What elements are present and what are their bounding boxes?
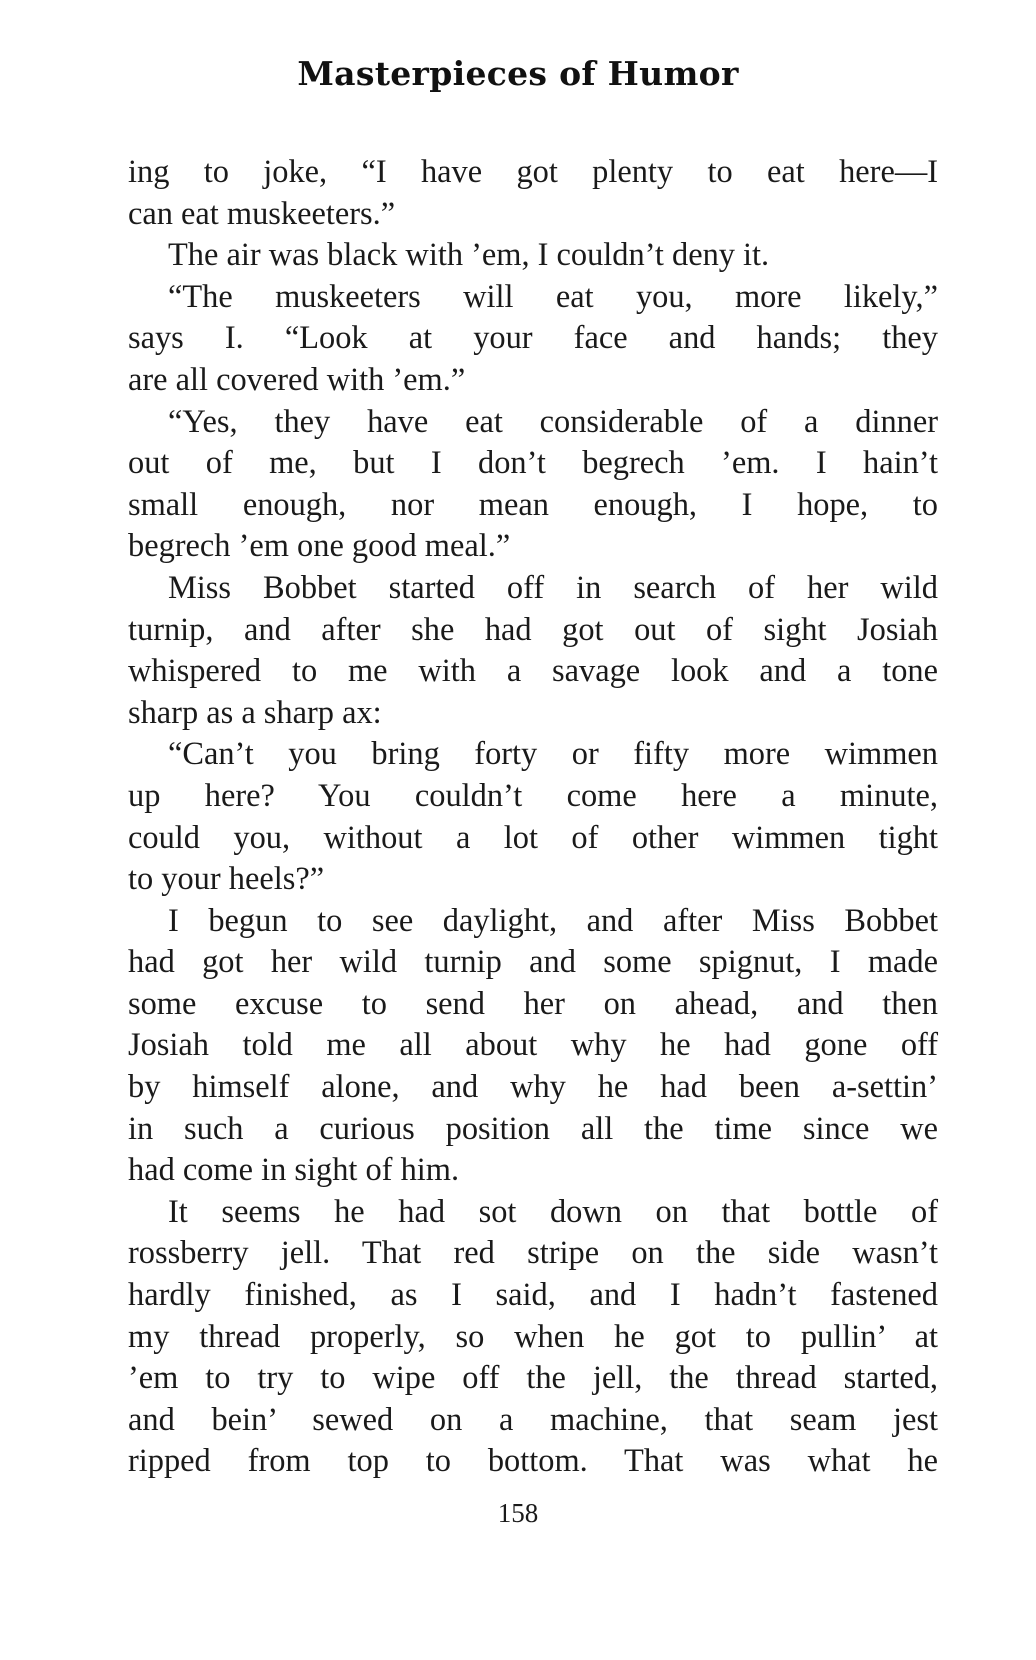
- text-line: some excuse to send her on ahead, and then: [128, 985, 938, 1022]
- text-line: The air was black with ’em, I couldn’t deny it.: [168, 237, 770, 274]
- text-line: whispered to me with a savage look and a tone: [128, 653, 938, 690]
- text-line: Josiah told me all about why he had gone off: [128, 1027, 938, 1064]
- text-line: sharp as a sharp ax:: [128, 694, 382, 731]
- text-line: had got her wild turnip and some spignut, I made: [128, 944, 938, 981]
- text-line: to your heels?”: [128, 861, 325, 898]
- text-line: says I. “Look at your face and hands; they: [128, 320, 938, 357]
- paragraph: [128, 152, 938, 235]
- text-line: could you, without a lot of other wimmen tight: [128, 819, 938, 856]
- text-line: It seems he had sot down on that bottle of: [168, 1193, 938, 1230]
- text-line: hardly finished, as I said, and I hadn’t fastened: [128, 1277, 938, 1314]
- text-line: “The muskeeters will eat you, more likely,”: [168, 278, 938, 315]
- text-line: can eat muskeeters.”: [128, 195, 396, 232]
- page-number: 158: [497, 1498, 539, 1528]
- text-line: rossberry jell. That red stripe on the side wasn’t: [128, 1235, 938, 1272]
- text-line: by himself alone, and why he had been a-settin’: [128, 1069, 938, 1106]
- paragraph: [128, 277, 938, 402]
- paragraph: [128, 1192, 938, 1483]
- paragraph: [128, 568, 938, 734]
- text-line: ripped from top to bottom. That was what he: [128, 1443, 938, 1480]
- text-line: begrech ’em one good meal.”: [128, 528, 511, 565]
- text-line: Miss Bobbet started off in search of her wild: [168, 569, 938, 606]
- text-line: are all covered with ’em.”: [128, 361, 466, 398]
- text-line: I begun to see daylight, and after Miss Bobbet: [168, 902, 938, 939]
- text-line: ing to joke, “I have got plenty to eat here—I: [128, 154, 938, 190]
- body-text: [128, 152, 938, 1483]
- text-line: “Yes, they have eat considerable of a dinner: [168, 403, 938, 440]
- paragraph: [128, 402, 938, 568]
- paragraph: [128, 901, 938, 1192]
- text-line: had come in sight of him.: [128, 1152, 460, 1189]
- text-line: and bein’ sewed on a machine, that seam jest: [128, 1401, 938, 1438]
- running-head: Masterpieces of Humor: [297, 54, 739, 93]
- text-line: up here? You couldn’t come here a minute,: [128, 777, 938, 814]
- text-line: in such a curious position all the time since we: [128, 1110, 938, 1147]
- text-line: out of me, but I don’t begrech ’em. I hain’t: [128, 445, 938, 482]
- text-line: small enough, nor mean enough, I hope, to: [128, 486, 938, 523]
- paragraph: [128, 734, 938, 900]
- text-line: “Can’t you bring forty or fifty more wimmen: [168, 736, 938, 773]
- text-line: ’em to try to wipe off the jell, the thread started,: [128, 1360, 938, 1397]
- text-line: turnip, and after she had got out of sight Josiah: [128, 611, 938, 648]
- text-line: my thread properly, so when he got to pullin’ at: [128, 1318, 938, 1355]
- paragraph: [128, 235, 938, 277]
